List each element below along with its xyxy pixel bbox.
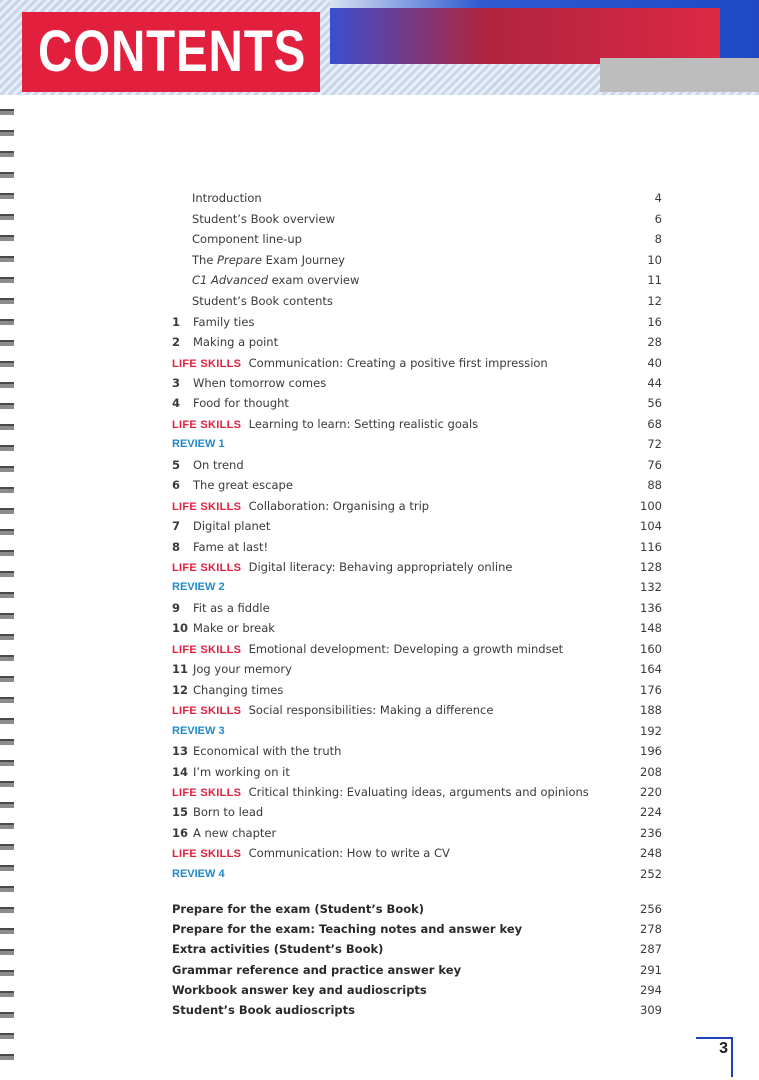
contents-entry-life-skills (172, 639, 662, 659)
review-label: REVIEW 3 (172, 725, 225, 737)
entry-page: 8 (654, 232, 662, 246)
entry-page: 128 (640, 560, 662, 574)
life-skills-title: Communication: How to write a CV (248, 846, 450, 860)
page-number-rule (696, 1037, 732, 1039)
life-skills-tag: LIFE SKILLS (172, 358, 242, 370)
unit-number: 11 (172, 662, 189, 676)
entry-page: 104 (640, 519, 662, 533)
unit-number: 3 (172, 376, 181, 390)
life-skills-tag: LIFE SKILLS (172, 848, 242, 860)
contents-entry-front (172, 229, 662, 249)
entry-page: 116 (640, 540, 662, 554)
entry-page: 188 (640, 703, 662, 717)
entry-label (172, 496, 429, 517)
life-skills-tag: LIFE SKILLS (172, 501, 242, 513)
entry-label (192, 270, 359, 290)
unit-number: 4 (172, 396, 181, 410)
entry-label-italic: C1 Advanced (192, 273, 269, 287)
entry-label: Jog your memory (193, 662, 292, 676)
entry-label: A new chapter (193, 826, 277, 840)
entry-page: 208 (640, 765, 662, 779)
entry-label: Student’s Book overview (192, 212, 335, 226)
contents-entry-unit (172, 475, 662, 495)
entry-page: 4 (654, 191, 662, 205)
header-red-band (330, 8, 720, 64)
unit-number: 12 (172, 683, 189, 697)
entry-label: The great escape (193, 478, 293, 492)
header-grey-block (600, 58, 759, 92)
contents-entry-unit (172, 455, 662, 475)
entry-page: 160 (640, 642, 662, 656)
contents-entry-review (172, 721, 662, 741)
contents-entry-unit (172, 659, 662, 679)
contents-entry-front (172, 188, 662, 208)
unit-number: 8 (172, 540, 181, 554)
entry-label: Introduction (192, 191, 262, 205)
review-label: REVIEW 1 (172, 438, 225, 450)
entry-page: 136 (640, 601, 662, 615)
entry-label: Prepare for the exam: Teaching notes and answer key (172, 922, 523, 936)
contents-entry-unit (172, 680, 662, 700)
entry-page: 10 (647, 253, 662, 267)
entry-page: 278 (640, 922, 662, 936)
entry-label: Extra activities (Student’s Book) (172, 942, 384, 956)
entry-label: Born to lead (193, 805, 264, 819)
entry-page: 72 (647, 437, 662, 451)
entry-page: 132 (640, 580, 662, 594)
entry-page: 148 (640, 621, 662, 635)
unit-number: 5 (172, 458, 181, 472)
entry-page: 294 (640, 983, 662, 997)
contents-entry-review (172, 864, 662, 884)
entry-page: 220 (640, 785, 662, 799)
entry-label: I’m working on it (193, 765, 290, 779)
entry-label (172, 353, 548, 374)
entry-page: 291 (640, 963, 662, 977)
entry-page: 176 (640, 683, 662, 697)
contents-entry-unit (172, 802, 662, 822)
contents-entry-unit (172, 741, 662, 761)
entry-label: Digital planet (193, 519, 271, 533)
unit-number: 1 (172, 315, 181, 329)
entry-page: 309 (640, 1003, 662, 1017)
page-title: CONTENTS (38, 19, 307, 84)
contents-entry-back-matter (172, 939, 662, 959)
entry-page: 192 (640, 724, 662, 738)
life-skills-title: Digital literacy: Behaving appropriately online (248, 560, 513, 574)
life-skills-title: Learning to learn: Setting realistic goals (248, 417, 479, 431)
entry-label (172, 843, 450, 864)
entry-label (192, 250, 345, 270)
life-skills-tag: LIFE SKILLS (172, 419, 242, 431)
entry-page: 44 (647, 376, 662, 390)
contents-entry-back-matter (172, 960, 662, 980)
entry-page: 236 (640, 826, 662, 840)
life-skills-title: Collaboration: Organising a trip (248, 499, 430, 513)
entry-page: 16 (647, 315, 662, 329)
life-skills-tag: LIFE SKILLS (172, 644, 242, 656)
unit-number: 13 (172, 744, 189, 758)
contents-entry-unit (172, 332, 662, 352)
entry-label (172, 639, 563, 660)
contents-entry-front (172, 209, 662, 229)
contents-entry-life-skills (172, 414, 662, 434)
contents-entry-front (172, 270, 662, 290)
entry-label: Student’s Book audioscripts (172, 1003, 355, 1017)
entry-label: Changing times (193, 683, 284, 697)
entry-page: 88 (647, 478, 662, 492)
entry-label: Grammar reference and practice answer key (172, 963, 462, 977)
contents-entry-review (172, 577, 662, 597)
entry-label: Fit as a fiddle (193, 601, 270, 615)
contents-entry-unit (172, 312, 662, 332)
entry-label: Prepare for the exam (Student’s Book) (172, 902, 425, 916)
entry-page: 248 (640, 846, 662, 860)
entry-label: Component line-up (192, 232, 302, 246)
contents-entry-back-matter (172, 899, 662, 919)
contents-entry-back-matter (172, 980, 662, 1000)
contents-entry-life-skills (172, 782, 662, 802)
unit-number: 16 (172, 826, 189, 840)
spiral-binding (0, 95, 14, 1065)
entry-label: Fame at last! (193, 540, 269, 554)
unit-number: 15 (172, 805, 189, 819)
page-number-rule-side (731, 1037, 733, 1077)
life-skills-tag: LIFE SKILLS (172, 787, 242, 799)
unit-number: 10 (172, 621, 189, 635)
entry-page: 256 (640, 902, 662, 916)
entry-page: 28 (647, 335, 662, 349)
unit-number: 14 (172, 765, 189, 779)
life-skills-title: Communication: Creating a positive first impression (248, 356, 548, 370)
entry-label: When tomorrow comes (193, 376, 327, 390)
contents-entry-life-skills (172, 557, 662, 577)
entry-label (172, 414, 478, 435)
contents-entry-unit (172, 393, 662, 413)
entry-page: 287 (640, 942, 662, 956)
life-skills-tag: LIFE SKILLS (172, 562, 242, 574)
entry-label: Workbook answer key and audioscripts (172, 983, 427, 997)
contents-entry-front (172, 250, 662, 270)
life-skills-tag: LIFE SKILLS (172, 705, 242, 717)
unit-number: 2 (172, 335, 181, 349)
unit-number: 6 (172, 478, 181, 492)
entry-page: 56 (647, 396, 662, 410)
entry-label (172, 700, 493, 721)
entry-label-post: Exam Journey (261, 253, 345, 267)
entry-label: Economical with the truth (193, 744, 342, 758)
contents-entry-life-skills (172, 700, 662, 720)
entry-page: 76 (647, 458, 662, 472)
entry-page: 40 (647, 356, 662, 370)
contents-entry-life-skills (172, 496, 662, 516)
entry-page: 100 (640, 499, 662, 513)
entry-label: Food for thought (193, 396, 289, 410)
entry-label: Student’s Book contents (192, 294, 333, 308)
entry-page: 12 (647, 294, 662, 308)
unit-number: 9 (172, 601, 181, 615)
entry-label: Making a point (193, 335, 279, 349)
contents-entry-unit (172, 537, 662, 557)
contents-entry-unit (172, 618, 662, 638)
contents-entry-front (172, 291, 662, 311)
life-skills-title: Social responsibilities: Making a difference (248, 703, 494, 717)
entry-label: Make or break (193, 621, 275, 635)
entry-page: 6 (654, 212, 662, 226)
review-label: REVIEW 4 (172, 868, 225, 880)
contents-entry-life-skills (172, 353, 662, 373)
contents-entry-back-matter (172, 1000, 662, 1020)
entry-page: 196 (640, 744, 662, 758)
contents-entry-unit (172, 762, 662, 782)
entry-label: Family ties (193, 315, 255, 329)
entry-label-pre: The (192, 253, 218, 267)
entry-page: 224 (640, 805, 662, 819)
entry-label-post: exam overview (268, 273, 360, 287)
contents-entry-unit (172, 823, 662, 843)
life-skills-title: Critical thinking: Evaluating ideas, arguments and opinions (248, 785, 589, 799)
contents-entry-back-matter (172, 919, 662, 939)
entry-label (172, 557, 512, 578)
contents-entry-unit (172, 516, 662, 536)
entry-page: 68 (647, 417, 662, 431)
contents-entry-unit (172, 598, 662, 618)
entry-page: 164 (640, 662, 662, 676)
entry-label-italic: Prepare (217, 253, 262, 267)
unit-number: 7 (172, 519, 181, 533)
contents-entry-unit (172, 373, 662, 393)
life-skills-title: Emotional development: Developing a growth mindset (248, 642, 564, 656)
page-number: 3 (719, 1040, 728, 1057)
entry-page: 252 (640, 867, 662, 881)
contents-entry-life-skills (172, 843, 662, 863)
entry-label (172, 782, 589, 803)
entry-label: On trend (193, 458, 244, 472)
contents-entry-review (172, 434, 662, 454)
entry-page: 11 (647, 273, 662, 287)
review-label: REVIEW 2 (172, 581, 225, 593)
